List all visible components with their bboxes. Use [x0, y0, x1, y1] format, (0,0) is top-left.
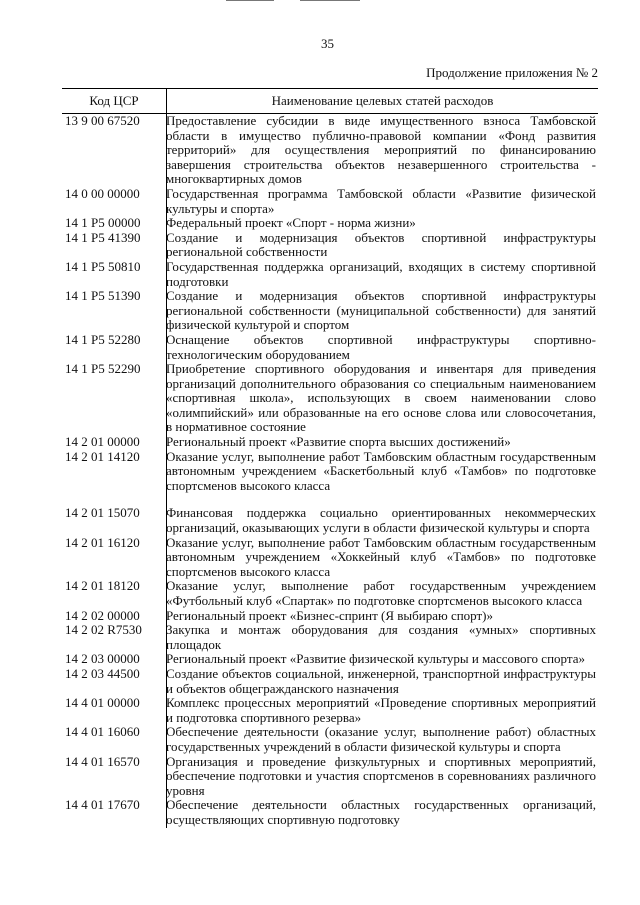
row-code: 13 9 00 67520 [65, 113, 140, 128]
table-row [65, 114, 598, 187]
header-code: Код ЦСР [62, 89, 167, 113]
table-row [65, 260, 598, 289]
table-row [65, 798, 598, 827]
table-row [65, 333, 598, 362]
row-name: Оказание услуг, выполнение работ государственным учреждением «Футбольный клуб «Спартак» по подготовке спортсменов высокого класса [166, 578, 596, 608]
row-code: 14 1 P5 52280 [65, 331, 141, 347]
row-name: Региональный проект «Развитие спорта высших достижений» [166, 434, 511, 450]
table-row [65, 289, 598, 333]
row-code: 14 4 01 16060 [65, 724, 140, 740]
row-code: 14 4 01 16570 [65, 753, 140, 769]
row-name: Федеральный проект «Спорт - норма жизни» [166, 215, 416, 231]
top-edge-mark [226, 0, 274, 2]
row-name: Региональный проект «Бизнес-спринт (Я выбираю спорт)» [166, 607, 494, 623]
page-number: 35 [321, 36, 334, 51]
table-body [62, 114, 598, 828]
table-row [65, 609, 598, 624]
table-row [65, 216, 598, 231]
row-code: 14 1 P5 41390 [65, 229, 141, 245]
row-code: 14 1 P5 51390 [65, 288, 141, 304]
row-name: Приобретение спортивного оборудования и инвентаря для приведения организаций дополнительного образования со специальным наименованием «спортивная школа», использующих в своем наименовании слово «олимпийский» или образованные на его основе слова или словосочетания, в нормативное состояние [166, 361, 596, 435]
row-name: Обеспечение деятельности (оказание услуг, выполнение работ) областных государственных учреждений в области физической культуры и спорта [166, 724, 596, 754]
row-code: 14 2 02 00000 [65, 607, 140, 623]
table-header [62, 88, 598, 114]
row-code: 14 2 01 15070 [65, 505, 140, 521]
table-row [65, 696, 598, 725]
table-row [65, 579, 598, 608]
row-code: 14 2 01 14120 [65, 448, 140, 464]
row-name: Комплекс процессных мероприятий «Проведение спортивных мероприятий и подготовка спортивного резерва» [166, 695, 596, 725]
row-code: 14 4 01 17670 [65, 797, 140, 813]
row-name: Региональный проект «Развитие физической культуры и массового спорта» [166, 651, 585, 667]
row-name: Государственная поддержка организаций, входящих в систему спортивной подготовки [166, 258, 596, 289]
table-row [65, 450, 598, 494]
budget-table [62, 88, 598, 828]
header-name: Наименование целевых статей расходов [271, 93, 494, 108]
row-code: 14 1 P5 52290 [65, 361, 141, 377]
row-name: Создание и модернизация объектов спортивной инфраструктуры региональной собственности [166, 229, 596, 260]
row-code: 14 4 01 00000 [65, 695, 140, 711]
column-divider [166, 114, 167, 828]
row-name: Оснащение объектов спортивной инфраструктуры спортивно-технологическим оборудованием [166, 331, 596, 362]
table-row [65, 231, 598, 260]
row-name: Создание и модернизация объектов спортивной инфраструктуры региональной собственности (муниципальной собственности) для занятий физической культурой и спортом [166, 288, 596, 333]
table-row [65, 435, 598, 450]
row-code: 14 0 00 00000 [65, 185, 140, 201]
row-name: Финансовая поддержка социально ориентированных некоммерческих организаций, оказывающих услуги в области физической культуры и спорта [166, 505, 596, 536]
row-code: 14 2 02 R7530 [65, 622, 142, 638]
row-name: Предоставление субсидии в виде имущественного взноса Тамбовской области в имущество публично-правовой компании «Фонд развития территорий» для осуществления мероприятий по финансированию завершения строительства объектов незавершенного строительства - многоквартирных домов [166, 113, 596, 187]
table-row [65, 536, 598, 580]
table-row [65, 187, 598, 216]
table-row [65, 362, 598, 435]
row-code: 14 2 01 16120 [65, 534, 140, 550]
row-name: Обеспечение деятельности областных государственных организаций, осуществляющих спортивную подготовку [166, 797, 596, 827]
row-code: 14 1 P5 50810 [65, 258, 141, 274]
continuation-note: Продолжение приложения № 2 [426, 65, 598, 80]
table-row [65, 506, 598, 535]
row-code: 14 2 01 00000 [65, 434, 140, 450]
row-name: Государственная программа Тамбовской области «Развитие физической культуры и спорта» [166, 185, 596, 216]
row-name: Оказание услуг, выполнение работ Тамбовским областным государственным автономным учреждением «Хоккейный клуб «Тамбов» по подготовке спортсменов высокого класса [166, 534, 596, 579]
table-row [65, 652, 598, 667]
row-code: 14 1 P5 00000 [65, 215, 141, 231]
row-name: Организация и проведение физкультурных и спортивных мероприятий, обеспечение подготовки и участия спортсменов в соревнованиях различного уровня [166, 753, 596, 798]
row-code: 14 2 01 18120 [65, 578, 140, 594]
row-code: 14 2 03 00000 [65, 651, 140, 667]
table-row [65, 667, 598, 696]
table-row [65, 755, 598, 799]
row-code: 14 2 03 44500 [65, 665, 140, 681]
table-row [65, 725, 598, 754]
table-row [65, 623, 598, 652]
top-edge-mark [300, 0, 360, 2]
row-name: Закупка и монтаж оборудования для создания «умных» спортивных площадок [166, 622, 596, 652]
row-name: Оказание услуг, выполнение работ Тамбовским областным государственным автономным учреждением «Баскетбольный клуб «Тамбов» по подготовке спортсменов высокого класса [166, 448, 596, 493]
row-name: Создание объектов социальной, инженерной, транспортной инфраструктуры и объектов общегражданского назначения [166, 665, 596, 696]
